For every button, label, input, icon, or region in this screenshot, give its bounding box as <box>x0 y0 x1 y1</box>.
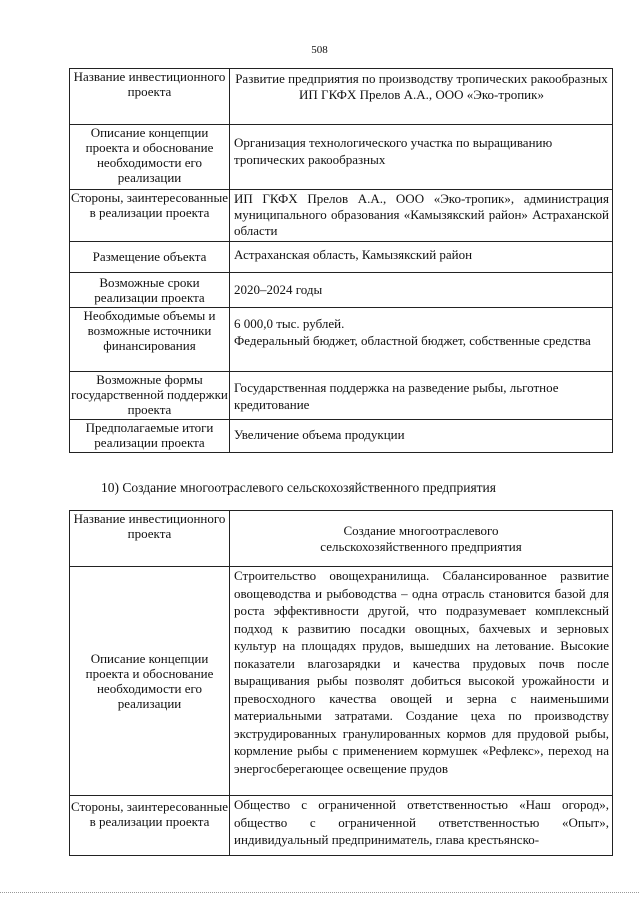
row-label: Предполагаемые итоги реализации проекта <box>70 420 230 453</box>
table-row <box>70 420 613 453</box>
table-row <box>70 190 613 242</box>
table-row <box>70 69 613 125</box>
row-label: Необходимые объемы и возможные источники финансирования <box>70 308 230 372</box>
row-label: Описание концепции проекта и обоснование необходимости его реализации <box>70 567 230 796</box>
table-row <box>70 242 613 273</box>
row-label: Возможные сроки реализации проекта <box>70 273 230 308</box>
row-value: 2020–2024 годы <box>230 273 613 308</box>
row-value: ИП ГКФХ Прелов А.А., ООО «Эко-тропик», администрация муниципального образования «Камызякский район» Астраханской области <box>230 190 613 242</box>
row-value: Общество с ограниченной ответственностью «Наш огород», общество с ограниченной ответственностью «Опыт», индивидуальный предприниматель, глава крестьянско- <box>230 796 613 856</box>
row-label: Описание концепции проекта и обоснование необходимости его реализации <box>70 125 230 190</box>
row-value: Государственная поддержка на разведение рыбы, льготное кредитование <box>230 372 613 420</box>
investment-project-table-1 <box>69 68 613 453</box>
project-name: Создание многоотраслевого сельскохозяйственного предприятия <box>230 511 613 567</box>
section-heading: 10) Создание многоотраслевого сельскохозяйственного предприятия <box>101 480 496 495</box>
row-value: Организация технологического участка по выращиванию тропических ракообразных <box>230 125 613 190</box>
row-label: Название инвестиционного проекта <box>70 69 230 125</box>
table-row <box>70 308 613 372</box>
project-name: Развитие предприятия по производству тропических ракообразных ИП ГКФХ Прелов А.А., ООО «Эко-тропик» <box>230 69 613 125</box>
table-row <box>70 567 613 796</box>
row-label: Название инвестиционного проекта <box>70 511 230 567</box>
row-value: Увеличение объема продукции <box>230 420 613 453</box>
table-row <box>70 511 613 567</box>
row-label: Стороны, заинтересованные в реализации проекта <box>70 796 230 856</box>
row-value: Строительство овощехранилища. Сбалансированное развитие овощеводства и рыбоводства – одна отрасль становится базой для роста эффективности другой, что подразумевает комплексный подход к развитию посадки овощных, бахчевых и зерновых культур на площадях прудов, вышедших на летование. Высокие показатели влагозарядки и качества прудовых почв после выращивания рыбы позволят добиться высокой урожайности и превосходного качества овощей и зерна с наименьшими материальными затратами. Создание цеха по производству экструдированных гранулированных кормов для прудовой рыбы, кормление рыбы с применением кормушек «Рефлекс», переход на энергосберегающее освещение прудов <box>230 567 613 796</box>
investment-project-table-2 <box>69 510 613 856</box>
row-value: Астраханская область, Камызякский район <box>230 242 613 273</box>
row-label: Возможные формы государственной поддержки проекта <box>70 372 230 420</box>
row-label: Размещение объекта <box>70 242 230 273</box>
financing-amount: 6 000,0 тыс. рублей. <box>234 316 345 331</box>
table-row <box>70 372 613 420</box>
table-row <box>70 125 613 190</box>
table-row <box>70 796 613 856</box>
page-number: 508 <box>311 44 328 56</box>
table-row <box>70 273 613 308</box>
row-label: Стороны, заинтересованные в реализации проекта <box>70 190 230 242</box>
page-bottom-edge <box>0 892 639 893</box>
financing-sources: Федеральный бюджет, областной бюджет, собственные средства <box>234 333 591 348</box>
